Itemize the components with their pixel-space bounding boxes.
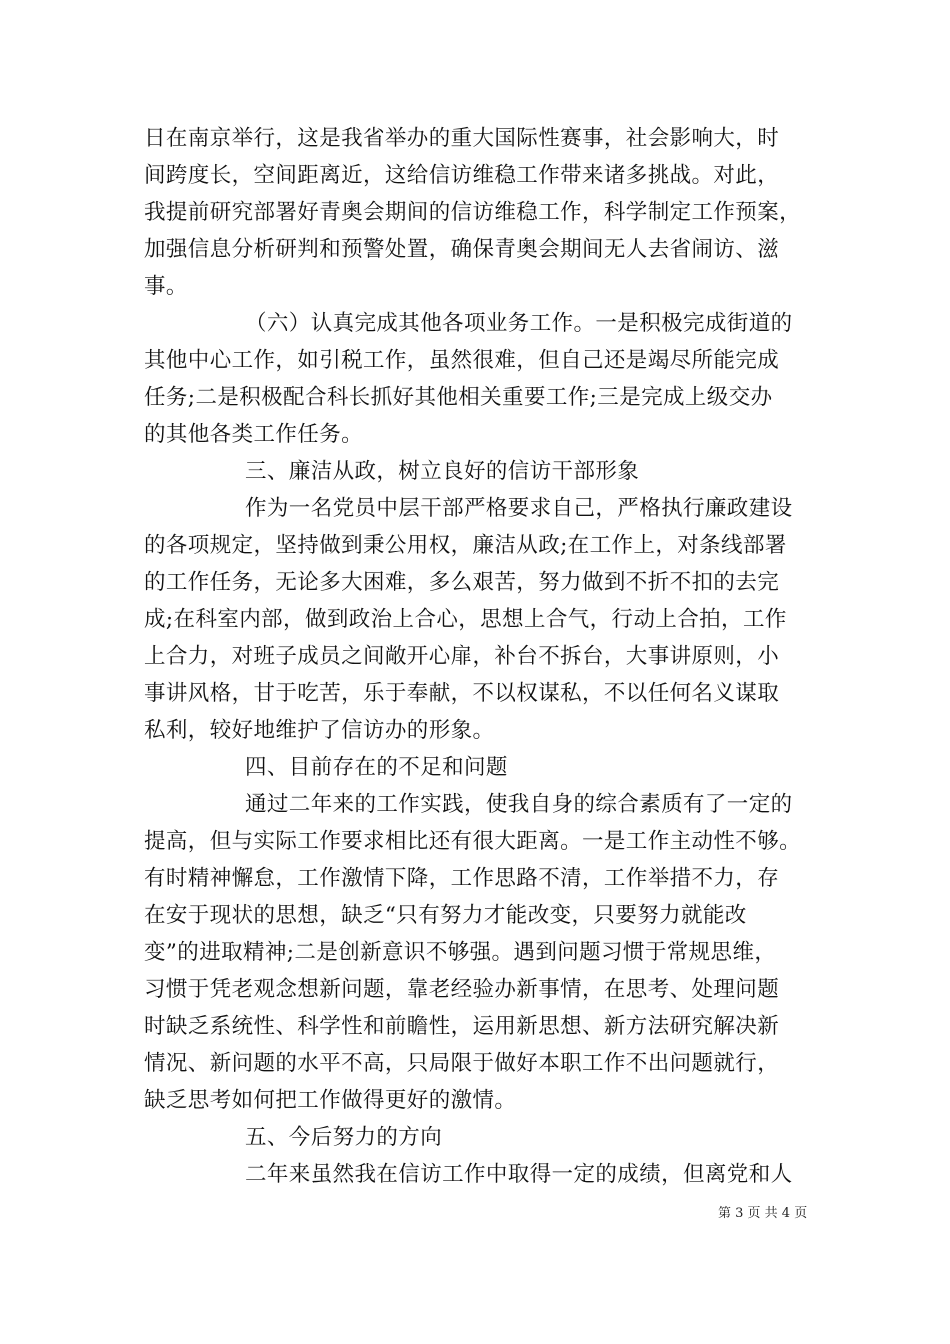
text-line: 事讲风格，甘于吃苦，乐于奉献，不以权谋私，不以任何名义谋取: [144, 681, 780, 706]
text-line: 提高，但与实际工作要求相比还有很大距离。一是工作主动性不够。: [144, 829, 802, 854]
text-line: 时缺乏系统性、科学性和前瞻性，运用新思想、新方法研究解决新: [144, 1014, 780, 1039]
section-heading-5: 五、今后努力的方向: [245, 1125, 443, 1150]
text-line: 私利，较好地维护了信访办的形象。: [144, 718, 495, 743]
text-line: 的工作任务，无论多大困难，多么艰苦，努力做到不折不扣的去完: [144, 570, 780, 595]
text-line: 习惯于凭老观念想新问题，靠老经验办新事情，在思考、处理问题: [144, 977, 780, 1002]
text-line: 加强信息分析研判和预警处置，确保青奥会期间无人去省闹访、滋: [144, 237, 780, 262]
text-line: 事。: [144, 274, 188, 299]
text-line: 间跨度长，空间距离近，这给信访维稳工作带来诸多挑战。对此，: [144, 163, 780, 188]
text-line: 其他中心工作，如引税工作，虽然很难，但自己还是竭尽所能完成: [144, 348, 780, 373]
text-line: 我提前研究部署好青奥会期间的信访维稳工作，科学制定工作预案，: [144, 200, 802, 225]
paragraph-start: 作为一名党员中层干部严格要求自己，严格执行廉政建设: [245, 496, 793, 521]
page-footer: 第 3 页 共 4 页: [718, 1206, 808, 1221]
paragraph-start: 通过二年来的工作实践，使我自身的综合素质有了一定的: [245, 792, 793, 817]
text-line: 成;在科室内部，做到政治上合心，思想上合气，行动上合拍，工作: [144, 607, 787, 632]
text-line: 有时精神懈怠，工作激情下降，工作思路不清，工作举措不力，存: [144, 866, 780, 891]
text-line: 缺乏思考如何把工作做得更好的激情。: [144, 1088, 517, 1113]
text-line: 变”的进取精神;二是创新意识不够强。遇到问题习惯于常规思维，: [144, 940, 777, 965]
text-line: 日在南京举行，这是我省举办的重大国际性赛事，社会影响大，时: [144, 126, 780, 151]
section-heading-6: （六）认真完成其他各项业务工作。一是积极完成街道的: [245, 311, 793, 336]
text-line: 上合力，对班子成员之间敞开心扉，补台不拆台，大事讲原则，小: [144, 644, 780, 669]
section-heading-3: 三、廉洁从政，树立良好的信访干部形象: [245, 459, 640, 484]
text-line: 在安于现状的思想，缺乏“只有努力才能改变，只要努力就能改: [144, 903, 747, 928]
text-line: 任务;二是积极配合科长抓好其他相关重要工作;三是完成上级交办: [144, 385, 773, 410]
text-line: 的各项规定，坚持做到秉公用权，廉洁从政;在工作上，对条线部署: [144, 533, 787, 558]
section-heading-4: 四、目前存在的不足和问题: [245, 755, 508, 780]
text-line: 情况、新问题的水平不高，只局限于做好本职工作不出问题就行，: [144, 1051, 780, 1076]
text-line: 的其他各类工作任务。: [144, 422, 364, 447]
paragraph-start: 二年来虽然我在信访工作中取得一定的成绩，但离党和人: [245, 1162, 793, 1187]
